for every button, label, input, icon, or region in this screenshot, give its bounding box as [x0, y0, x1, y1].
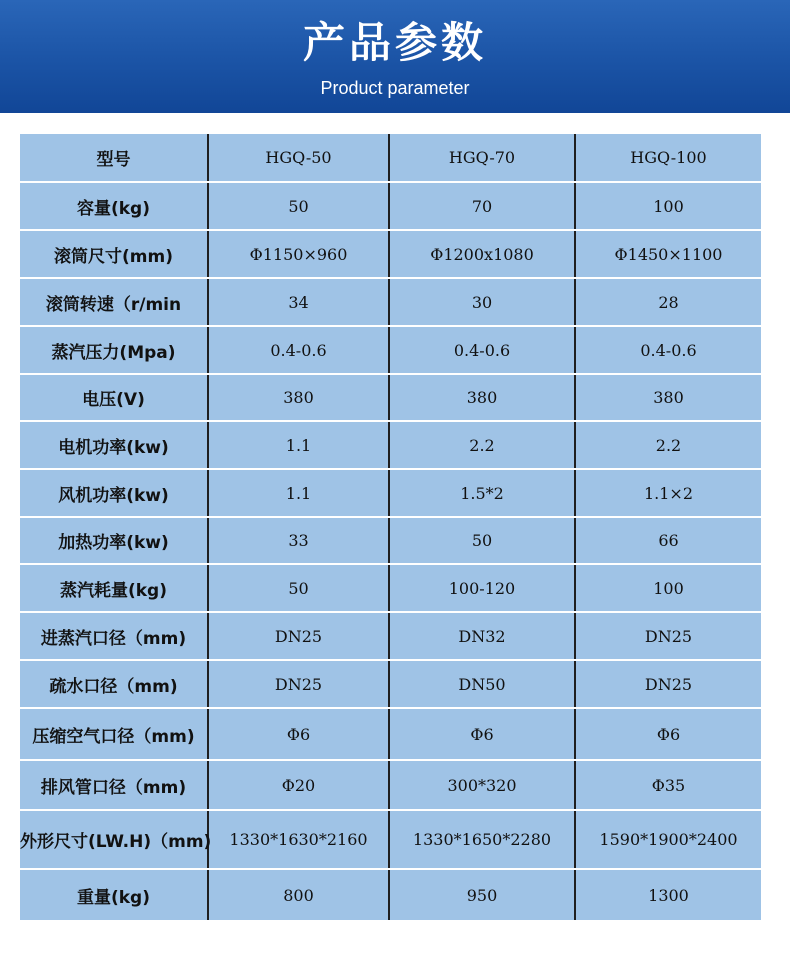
table-cell: 66: [575, 517, 761, 564]
row-label: 排风管口径（mm): [20, 760, 208, 810]
table-cell: 800: [208, 869, 389, 920]
table-row: [20, 760, 761, 810]
parameter-table: [20, 134, 761, 920]
row-label: 容量(kg): [20, 182, 208, 230]
page-subtitle: Product parameter: [320, 78, 470, 98]
table-row: [20, 869, 761, 920]
table-cell: 950: [389, 869, 575, 920]
table-row: [20, 326, 761, 374]
table-row: [20, 278, 761, 326]
table-cell: 28: [575, 278, 761, 326]
row-label: 进蒸汽口径（mm): [20, 612, 208, 660]
table-cell: DN32: [389, 612, 575, 660]
row-label: 疏水口径（mm): [20, 660, 208, 708]
header-cell-model: 型号: [20, 134, 208, 182]
row-label: 蒸汽压力(Mpa): [20, 326, 208, 374]
table-cell: 50: [208, 564, 389, 612]
table-cell: 70: [389, 182, 575, 230]
table-cell: 0.4-0.6: [389, 326, 575, 374]
table-cell: Φ6: [575, 708, 761, 760]
table-cell: 1330*1650*2280: [389, 810, 575, 869]
row-label: 重量(kg): [20, 869, 208, 920]
row-label: 滚筒转速（r/min: [20, 278, 208, 326]
table-cell: Φ35: [575, 760, 761, 810]
table-cell: 50: [208, 182, 389, 230]
table-cell: DN50: [389, 660, 575, 708]
table-cell: DN25: [208, 660, 389, 708]
table-header-row: [20, 134, 761, 182]
row-label: 电压(V): [20, 374, 208, 421]
table-row: [20, 230, 761, 278]
row-label: 电机功率(kw): [20, 421, 208, 469]
table-cell: Φ1200x1080: [389, 230, 575, 278]
table-cell: 1590*1900*2400: [575, 810, 761, 869]
row-label: 风机功率(kw): [20, 469, 208, 517]
table-cell: 1.1: [208, 469, 389, 517]
table-row: [20, 421, 761, 469]
table-row: [20, 708, 761, 760]
table-cell: 0.4-0.6: [575, 326, 761, 374]
page-title: 产品参数: [302, 18, 487, 67]
table-cell: Φ6: [389, 708, 575, 760]
table-cell: 34: [208, 278, 389, 326]
table-cell: 380: [389, 374, 575, 421]
table-cell: Φ1150×960: [208, 230, 389, 278]
table-cell: 1.1: [208, 421, 389, 469]
header-cell-hgq-100: HGQ-100: [575, 134, 761, 182]
table-row: [20, 517, 761, 564]
row-label: 滚筒尺寸(mm): [20, 230, 208, 278]
row-label: 加热功率(kw): [20, 517, 208, 564]
table-cell: 1.5*2: [389, 469, 575, 517]
table-cell: 380: [575, 374, 761, 421]
table-cell: Φ6: [208, 708, 389, 760]
header-banner: [0, 0, 790, 113]
table-cell: 33: [208, 517, 389, 564]
table-cell: 100-120: [389, 564, 575, 612]
header-cell-hgq-70: HGQ-70: [389, 134, 575, 182]
table-cell: 1.1×2: [575, 469, 761, 517]
table-cell: 50: [389, 517, 575, 564]
table-cell: 1330*1630*2160: [208, 810, 389, 869]
table-row: [20, 564, 761, 612]
table-cell: 2.2: [389, 421, 575, 469]
table-cell: 100: [575, 564, 761, 612]
table-cell: 30: [389, 278, 575, 326]
table-cell: DN25: [208, 612, 389, 660]
table-cell: 100: [575, 182, 761, 230]
row-label: 外形尺寸(LW.H)（mm): [20, 810, 208, 869]
table-row: [20, 810, 761, 869]
header-cell-hgq-50: HGQ-50: [208, 134, 389, 182]
table-cell: 380: [208, 374, 389, 421]
table-cell: Φ1450×1100: [575, 230, 761, 278]
row-label: 压缩空气口径（mm): [20, 708, 208, 760]
table-cell: 300*320: [389, 760, 575, 810]
table-row: [20, 660, 761, 708]
table-cell: DN25: [575, 612, 761, 660]
table-row: [20, 182, 761, 230]
table-row: [20, 469, 761, 517]
table-row: [20, 612, 761, 660]
table-row: [20, 374, 761, 421]
table-cell: Φ20: [208, 760, 389, 810]
table-cell: 0.4-0.6: [208, 326, 389, 374]
row-label: 蒸汽耗量(kg): [20, 564, 208, 612]
table-cell: DN25: [575, 660, 761, 708]
table-cell: 1300: [648, 885, 689, 905]
table-cell: 2.2: [575, 421, 761, 469]
